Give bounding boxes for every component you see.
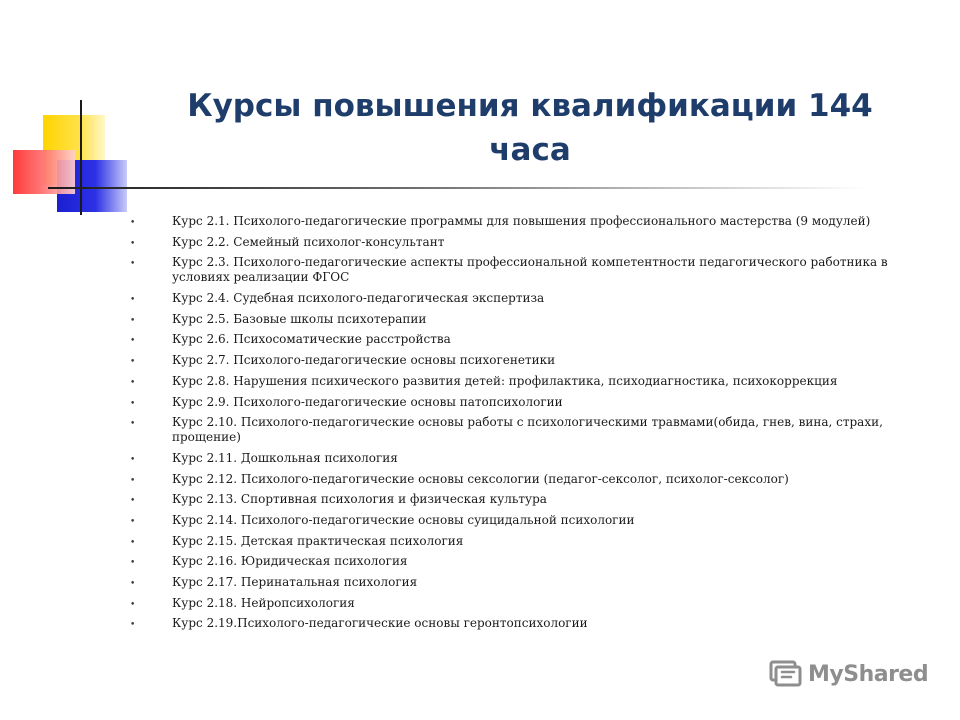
course-item [130, 291, 940, 306]
course-item [130, 596, 940, 611]
course-item [130, 255, 940, 285]
course-text: Курс 2.1. Психолого-педагогические программы для повышения профессионального мастерства (9 модулей) [172, 214, 871, 228]
course-item [130, 235, 940, 250]
ornament-vertical-line [80, 100, 82, 215]
bullet-icon: • [130, 537, 136, 548]
course-item [130, 472, 940, 487]
bullet-icon: • [130, 377, 136, 388]
course-text: Курс 2.12. Психолого-педагогические основы сексологии (педагог-сексолог, психолог-сексолог) [172, 471, 789, 486]
course-item [130, 554, 940, 569]
course-item [130, 312, 940, 327]
course-text: Курс 2.8. Нарушения психического развития детей: профилактика, психодиагностика, психокоррекция [172, 373, 838, 388]
course-item [130, 374, 940, 389]
bullet-icon: • [130, 496, 136, 507]
course-text: Курс 2.4. Судебная психолого-педагогическая экспертиза [172, 291, 545, 306]
course-item [130, 451, 940, 466]
course-item [130, 353, 940, 368]
course-text: Курс 2.11. Дошкольная психология [172, 450, 398, 465]
course-item [130, 214, 940, 229]
slide-title-line-1: Курсы повышения квалификации 144 [187, 88, 873, 124]
myshared-logo-icon [768, 657, 802, 691]
bullet-icon: • [130, 218, 136, 228]
bullet-icon: • [130, 620, 136, 631]
bullet-icon: • [130, 579, 136, 589]
course-text: Курс 2.18. Нейропсихология [172, 595, 355, 610]
course-item [130, 616, 940, 631]
watermark-text: MyShared [808, 661, 929, 687]
bullet-icon: • [130, 419, 136, 430]
course-text: Курс 2.14. Психолого-педагогические основы суицидальной психологии [172, 512, 635, 527]
course-list [130, 214, 940, 637]
course-text: Курс 2.17. Перинатальная психология [172, 575, 418, 589]
bullet-icon: • [130, 398, 136, 409]
myshared-watermark [768, 654, 928, 694]
slide-title [130, 84, 930, 172]
bullet-icon: • [130, 259, 136, 270]
bullet-icon: • [130, 599, 136, 610]
bullet-icon: • [130, 475, 136, 486]
course-text: Курс 2.5. Базовые школы психотерапии [172, 311, 427, 326]
course-text: Курс 2.16. Юридическая психология [172, 554, 408, 569]
course-text: Курс 2.13. Спортивная психология и физическая культура [172, 492, 547, 507]
course-item [130, 395, 940, 410]
course-text: Курс 2.2. Семейный психолог-консультант [172, 234, 445, 249]
bullet-icon: • [130, 295, 136, 306]
course-text: Курс 2.6. Психосоматические расстройства [172, 332, 451, 347]
bullet-icon: • [130, 558, 136, 569]
course-item [130, 492, 940, 507]
bullet-icon: • [130, 336, 136, 347]
course-item [130, 513, 940, 528]
course-item [130, 575, 940, 590]
bullet-icon: • [130, 238, 136, 249]
course-item [130, 534, 940, 549]
bullet-icon: • [130, 357, 136, 368]
bullet-icon: • [130, 315, 136, 326]
course-text: Курс 2.19.Психолого-педагогические основы геронтопсихологии [172, 616, 588, 631]
bullet-icon: • [130, 454, 136, 465]
bullet-icon: • [130, 516, 136, 527]
course-text: Курс 2.9. Психолого-педагогические основы патопсихологии [172, 394, 563, 409]
course-item [130, 415, 940, 445]
course-text: Курс 2.3. Психолого-педагогические аспекты профессиональной компетентности педагогического работника в условиях реализации ФГОС [172, 255, 888, 285]
course-text: Курс 2.10. Психолого-педагогические основы работы с психологическими травмами(обида, гнев, вина, страхи, прощение) [172, 415, 883, 445]
slide-title-line-2: часа [489, 132, 571, 168]
course-item [130, 332, 940, 347]
title-underline [48, 187, 868, 189]
course-text: Курс 2.15. Детская практическая психология [172, 533, 464, 548]
course-text: Курс 2.7. Психолого-педагогические основы психогенетики [172, 353, 556, 368]
